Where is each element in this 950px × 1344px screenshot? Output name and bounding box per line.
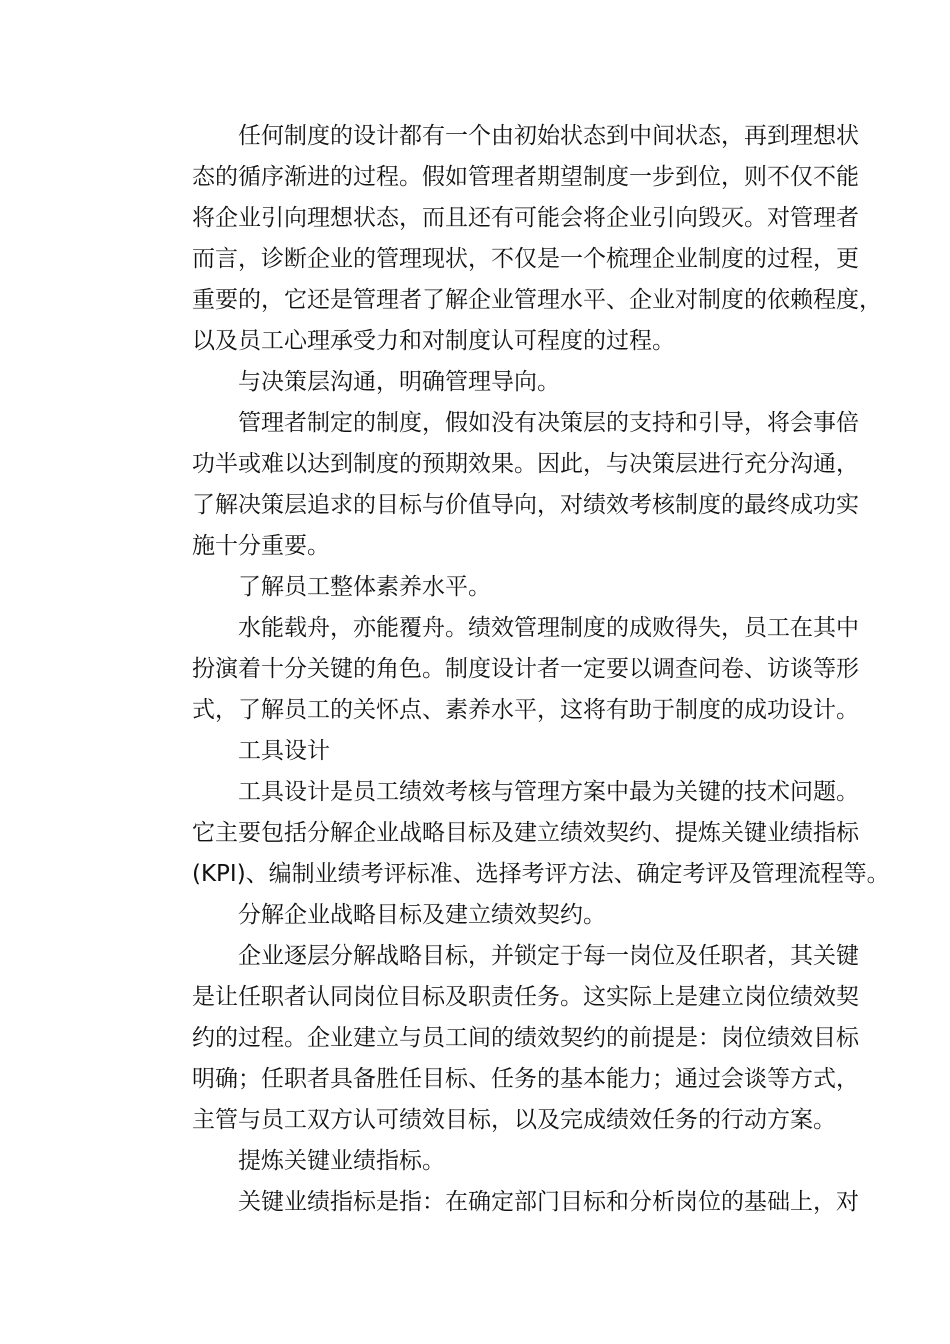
paragraph-tool-design [146, 772, 890, 895]
text-line: 态的循序渐进的过程。假如管理者期望制度一步到位，则不仅不能 [192, 164, 859, 190]
text-line: 重要的，它还是管理者了解企业管理水平、企业对制度的依赖程度， [192, 287, 882, 313]
text-line: 任何制度的设计都有一个由初始状态到中间状态，再到理想状 [238, 123, 859, 149]
text-line: 水能载舟，亦能覆舟。绩效管理制度的成败得失，员工在其中 [238, 615, 859, 641]
document-body [146, 116, 890, 1223]
text-line: 主管与员工双方认可绩效目标，以及完成绩效任务的行动方案。 [192, 1107, 836, 1133]
paragraph-kpi-definition [146, 1182, 859, 1223]
text-line: 它主要包括分解企业战略目标及建立绩效契约、提炼关键业绩指标 [192, 820, 859, 846]
text-line: 了解决策层追求的目标与价值导向，对绩效考核制度的最终成功实 [192, 492, 859, 518]
text-line: 以及员工心理承受力和对制度认可程度的过程。 [192, 328, 675, 354]
text-line: 而言，诊断企业的管理现状，不仅是一个梳理企业制度的过程，更 [192, 246, 859, 272]
text-line: 功半或难以达到制度的预期效果。因此，与决策层进行充分沟通， [192, 451, 859, 477]
section-heading-strategy-decomposition [146, 895, 826, 936]
heading-text: 了解员工整体素养水平。 [238, 574, 491, 600]
text-line: 是让任职者认同岗位目标及职责任务。这实际上是建立岗位绩效契 [192, 984, 859, 1010]
text-line: 约的过程。企业建立与员工间的绩效契约的前提是：岗位绩效目标 [192, 1025, 859, 1051]
paragraph-decision-support [146, 403, 859, 567]
heading-text: 分解企业战略目标及建立绩效契约。 [238, 902, 606, 928]
paragraph-employee-role [146, 608, 859, 731]
paragraph-performance-contract [146, 936, 859, 1141]
paragraph-institution-design [146, 116, 882, 362]
text-line: 企业逐层分解战略目标，并锁定于每一岗位及任职者，其关键 [238, 943, 859, 969]
text-line: 式，了解员工的关怀点、素养水平，这将有助于制度的成功设计。 [192, 697, 859, 723]
section-heading-kpi-extraction [146, 1141, 826, 1182]
text-line: 扮演着十分关键的角色。制度设计者一定要以调查问卷、访谈等形 [192, 656, 859, 682]
text-line: 工具设计是员工绩效考核与管理方案中最为关键的技术问题。 [238, 779, 859, 805]
text-line: 管理者制定的制度，假如没有决策层的支持和引导，将会事倍 [238, 410, 859, 436]
text-line: 明确；任职者具备胜任目标、任务的基本能力；通过会谈等方式， [192, 1066, 859, 1092]
heading-text: 与决策层沟通，明确管理导向。 [238, 369, 560, 395]
text-line: 施十分重要。 [192, 533, 330, 559]
section-heading-employee-quality [146, 567, 826, 608]
text-line: 关键业绩指标是指：在确定部门目标和分析岗位的基础上，对 [238, 1189, 859, 1215]
text-line: (KPI)、编制业绩考评标准、选择考评方法、确定考评及管理流程等。 [192, 861, 890, 887]
heading-text: 提炼关键业绩指标。 [238, 1148, 445, 1174]
section-heading-decision-communication [146, 362, 826, 403]
heading-text: 工具设计 [238, 738, 330, 764]
section-heading-tool-design [146, 731, 826, 772]
text-line: 将企业引向理想状态，而且还有可能会将企业引向毁灭。对管理者 [192, 205, 859, 231]
